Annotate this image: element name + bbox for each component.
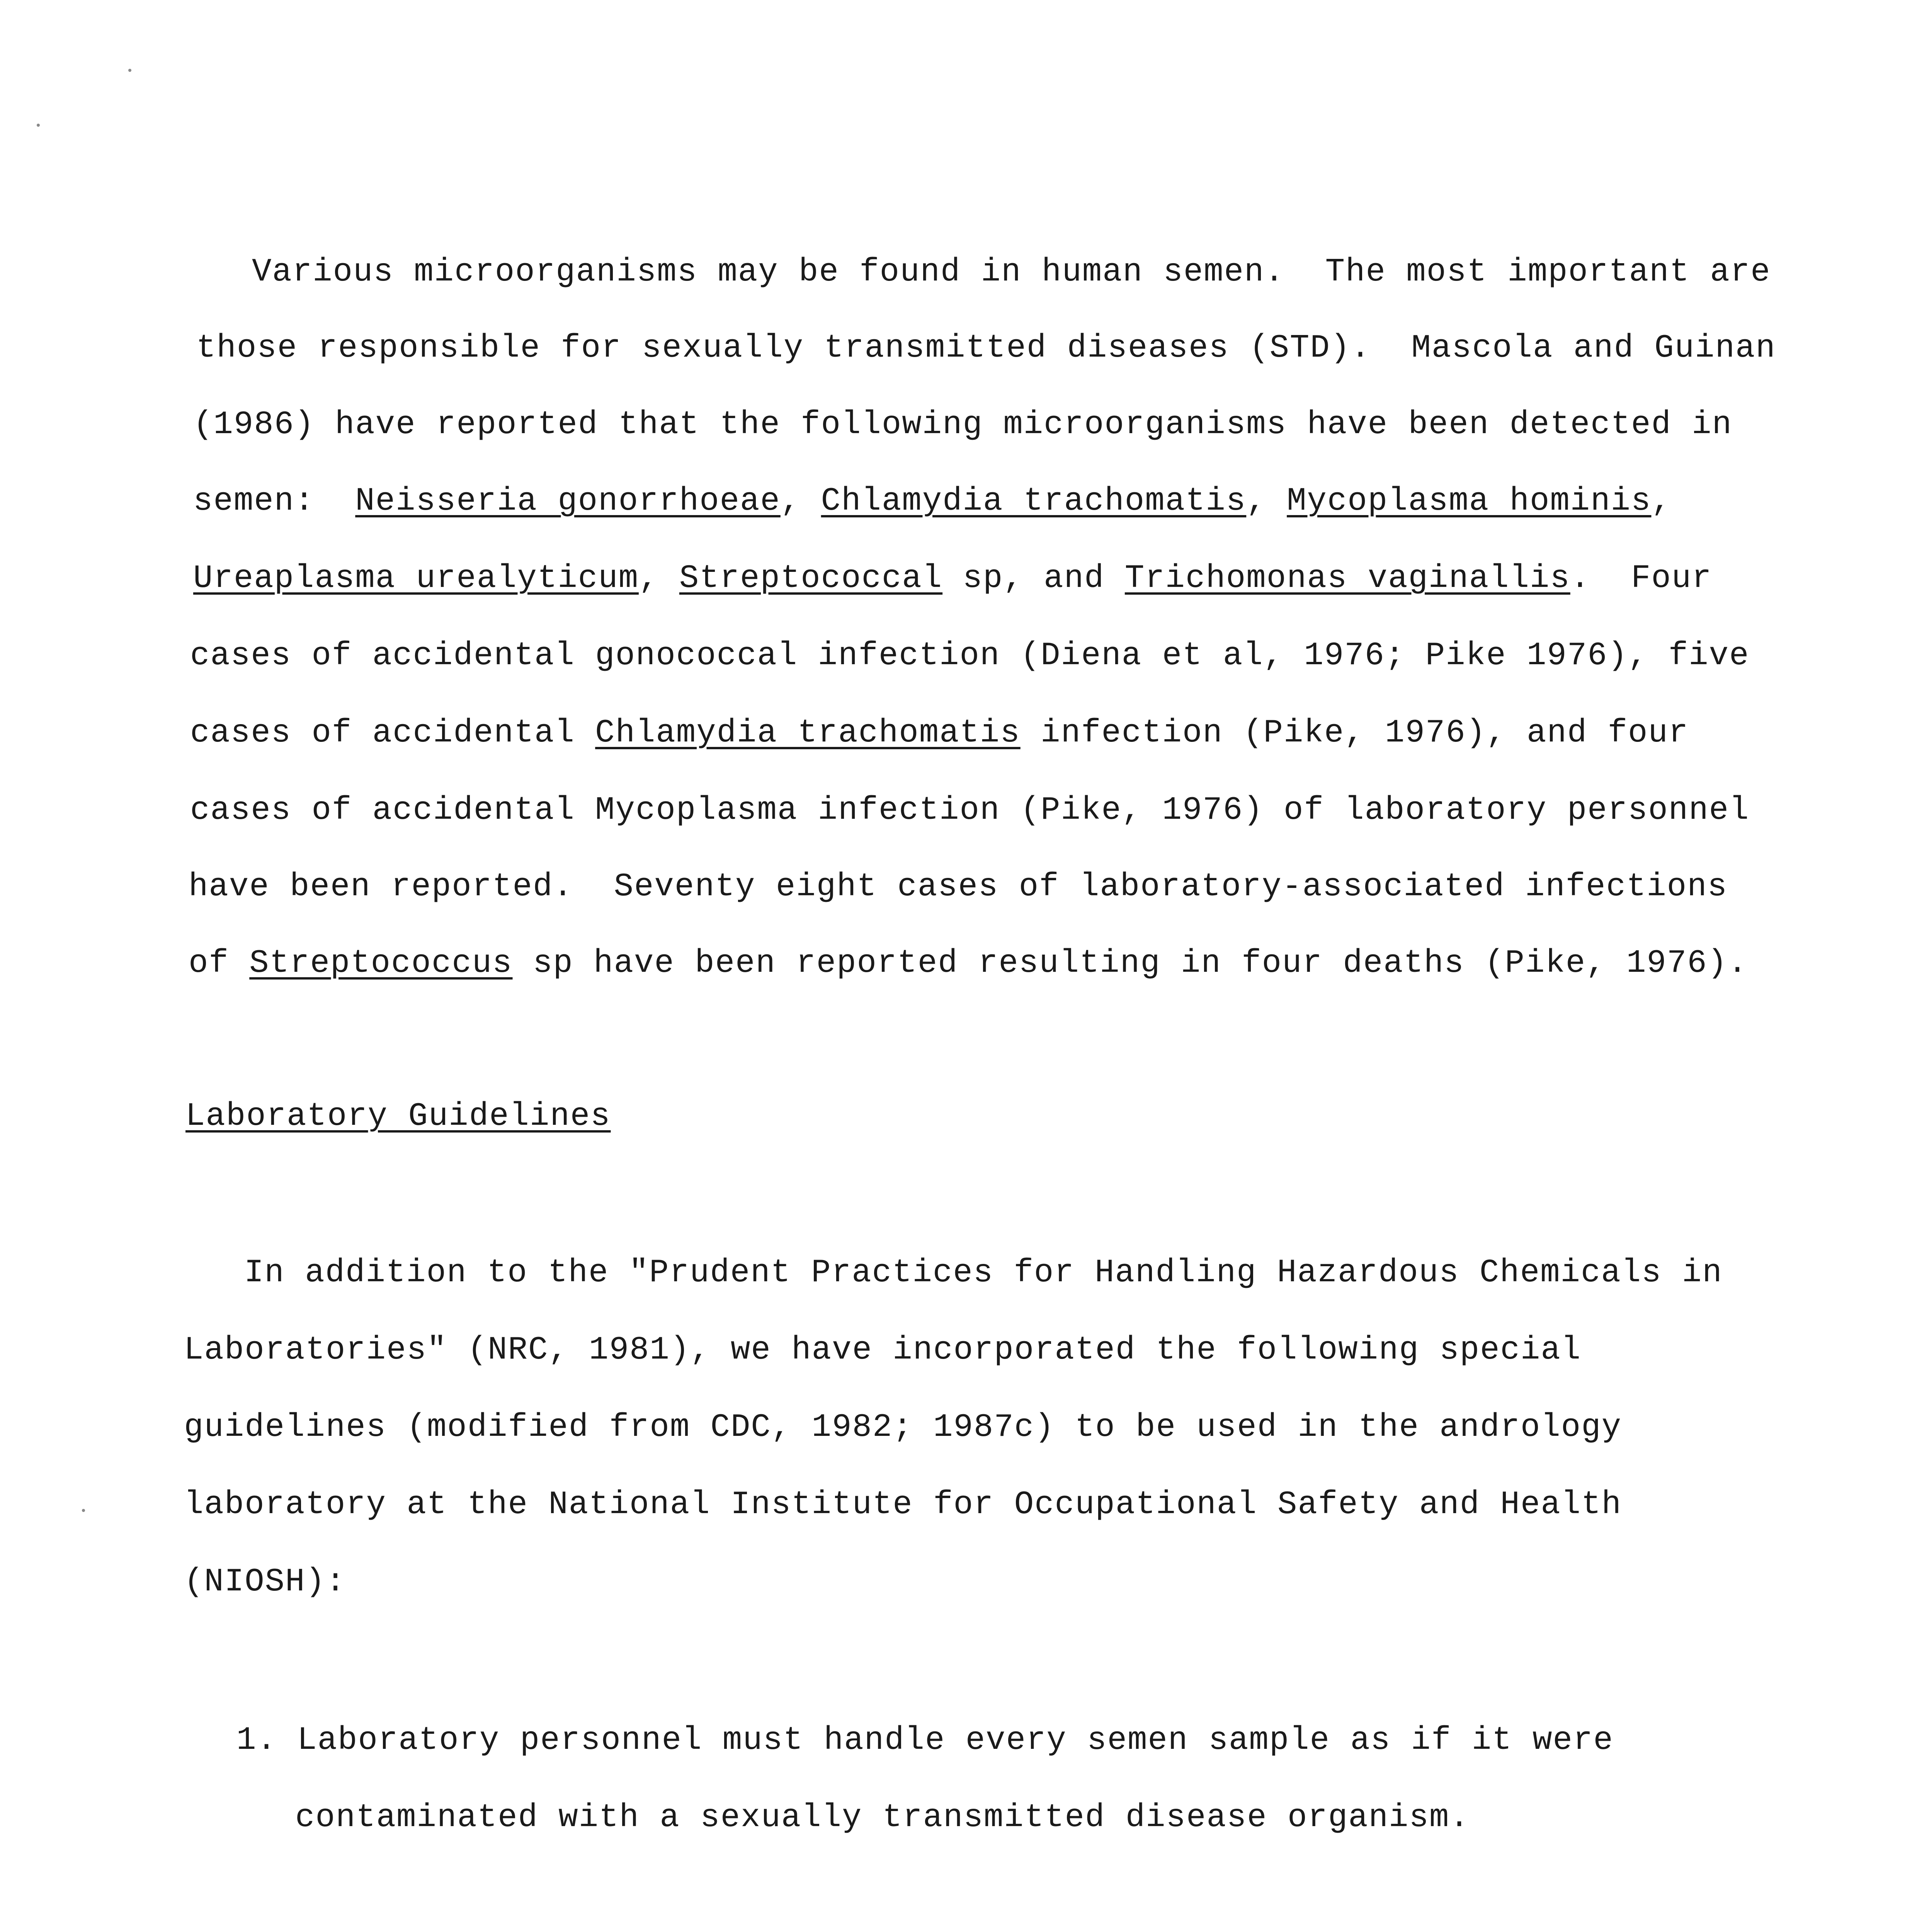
list-item-line bbox=[236, 1721, 1614, 1760]
text-segment: sp, and bbox=[942, 560, 1125, 597]
paragraph-1-line bbox=[190, 791, 1749, 830]
paragraph-2-line bbox=[244, 1254, 1723, 1293]
text-segment: cases of accidental Mycoplasma infection (Pike, 1976) of laboratory personnel bbox=[190, 792, 1750, 829]
underlined-term: Ureaplasma urealyticum bbox=[193, 560, 639, 597]
text-segment: , bbox=[1651, 483, 1672, 520]
paragraph-1-line bbox=[193, 560, 1712, 598]
paragraph-2-line bbox=[184, 1563, 346, 1602]
underlined-term: Trichomonas vaginallis bbox=[1124, 560, 1570, 597]
paragraph-2-line bbox=[184, 1331, 1581, 1370]
text-segment: (NIOSH): bbox=[184, 1564, 346, 1600]
paragraph-1-line bbox=[196, 329, 1776, 368]
paragraph-2-line bbox=[184, 1408, 1622, 1447]
text-segment: infection (Pike, 1976), and four bbox=[1020, 715, 1689, 752]
underlined-term: Neisseria gonorrhoeae bbox=[355, 483, 781, 520]
text-segment: sp have been reported resulting in four deaths (Pike, 1976). bbox=[512, 945, 1748, 982]
text-segment: , bbox=[780, 483, 821, 520]
text-segment: , bbox=[1246, 483, 1287, 520]
text-segment: those responsible for sexually transmitted diseases (STD). Mascola and Guinan bbox=[196, 330, 1776, 367]
text-segment: contaminated with a sexually transmitted disease organism. bbox=[295, 1799, 1470, 1836]
list-item-line bbox=[295, 1799, 1470, 1837]
underlined-term: Mycoplasma hominis bbox=[1287, 483, 1652, 520]
text-segment: (1986) have reported that the following microorganisms have been detected in bbox=[193, 406, 1733, 443]
text-segment: , bbox=[638, 560, 679, 597]
text-segment: laboratory at the National Institute for Occupational Safety and Health bbox=[184, 1486, 1622, 1523]
underlined-term: Streptococcus bbox=[249, 945, 513, 982]
text-segment: cases of accidental bbox=[190, 715, 595, 752]
paragraph-1-line bbox=[190, 637, 1749, 675]
text-segment: semen: bbox=[193, 483, 356, 520]
section-heading: Laboratory Guidelines bbox=[185, 1098, 611, 1135]
underlined-term: Streptococcal bbox=[679, 560, 943, 597]
text-segment: 1. Laboratory personnel must handle every semen sample as if it were bbox=[236, 1722, 1614, 1759]
text-segment: Laboratories" (NRC, 1981), we have incorporated the following special bbox=[184, 1332, 1582, 1369]
paragraph-1-line bbox=[193, 482, 1672, 521]
text-segment: of bbox=[189, 945, 250, 982]
text-segment: . Four bbox=[1570, 560, 1712, 597]
text-segment: have been reported. Seventy eight cases of laboratory-associated infections bbox=[189, 869, 1728, 905]
text-segment: guidelines (modified from CDC, 1982; 1987c) to be used in the andrology bbox=[184, 1409, 1622, 1446]
paragraph-1-line bbox=[189, 944, 1748, 983]
paragraph-1-line bbox=[189, 868, 1728, 906]
text-segment: In addition to the "Prudent Practices for Handling Hazardous Chemicals in bbox=[244, 1255, 1723, 1291]
paragraph-2-line bbox=[184, 1486, 1622, 1524]
text-segment: cases of accidental gonococcal infection (Diena et al, 1976; Pike 1976), five bbox=[190, 638, 1750, 674]
paragraph-1-line bbox=[190, 714, 1689, 753]
scan-speck bbox=[37, 124, 40, 127]
scan-speck bbox=[128, 69, 131, 72]
paragraph-1-line bbox=[252, 253, 1771, 292]
underlined-term: Chlamydia trachomatis bbox=[821, 483, 1247, 520]
underlined-term: Chlamydia trachomatis bbox=[595, 715, 1021, 752]
paragraph-1-line bbox=[193, 406, 1732, 444]
scan-speck bbox=[82, 1509, 85, 1512]
text-segment: Various microorganisms may be found in human semen. The most important are bbox=[252, 254, 1771, 291]
